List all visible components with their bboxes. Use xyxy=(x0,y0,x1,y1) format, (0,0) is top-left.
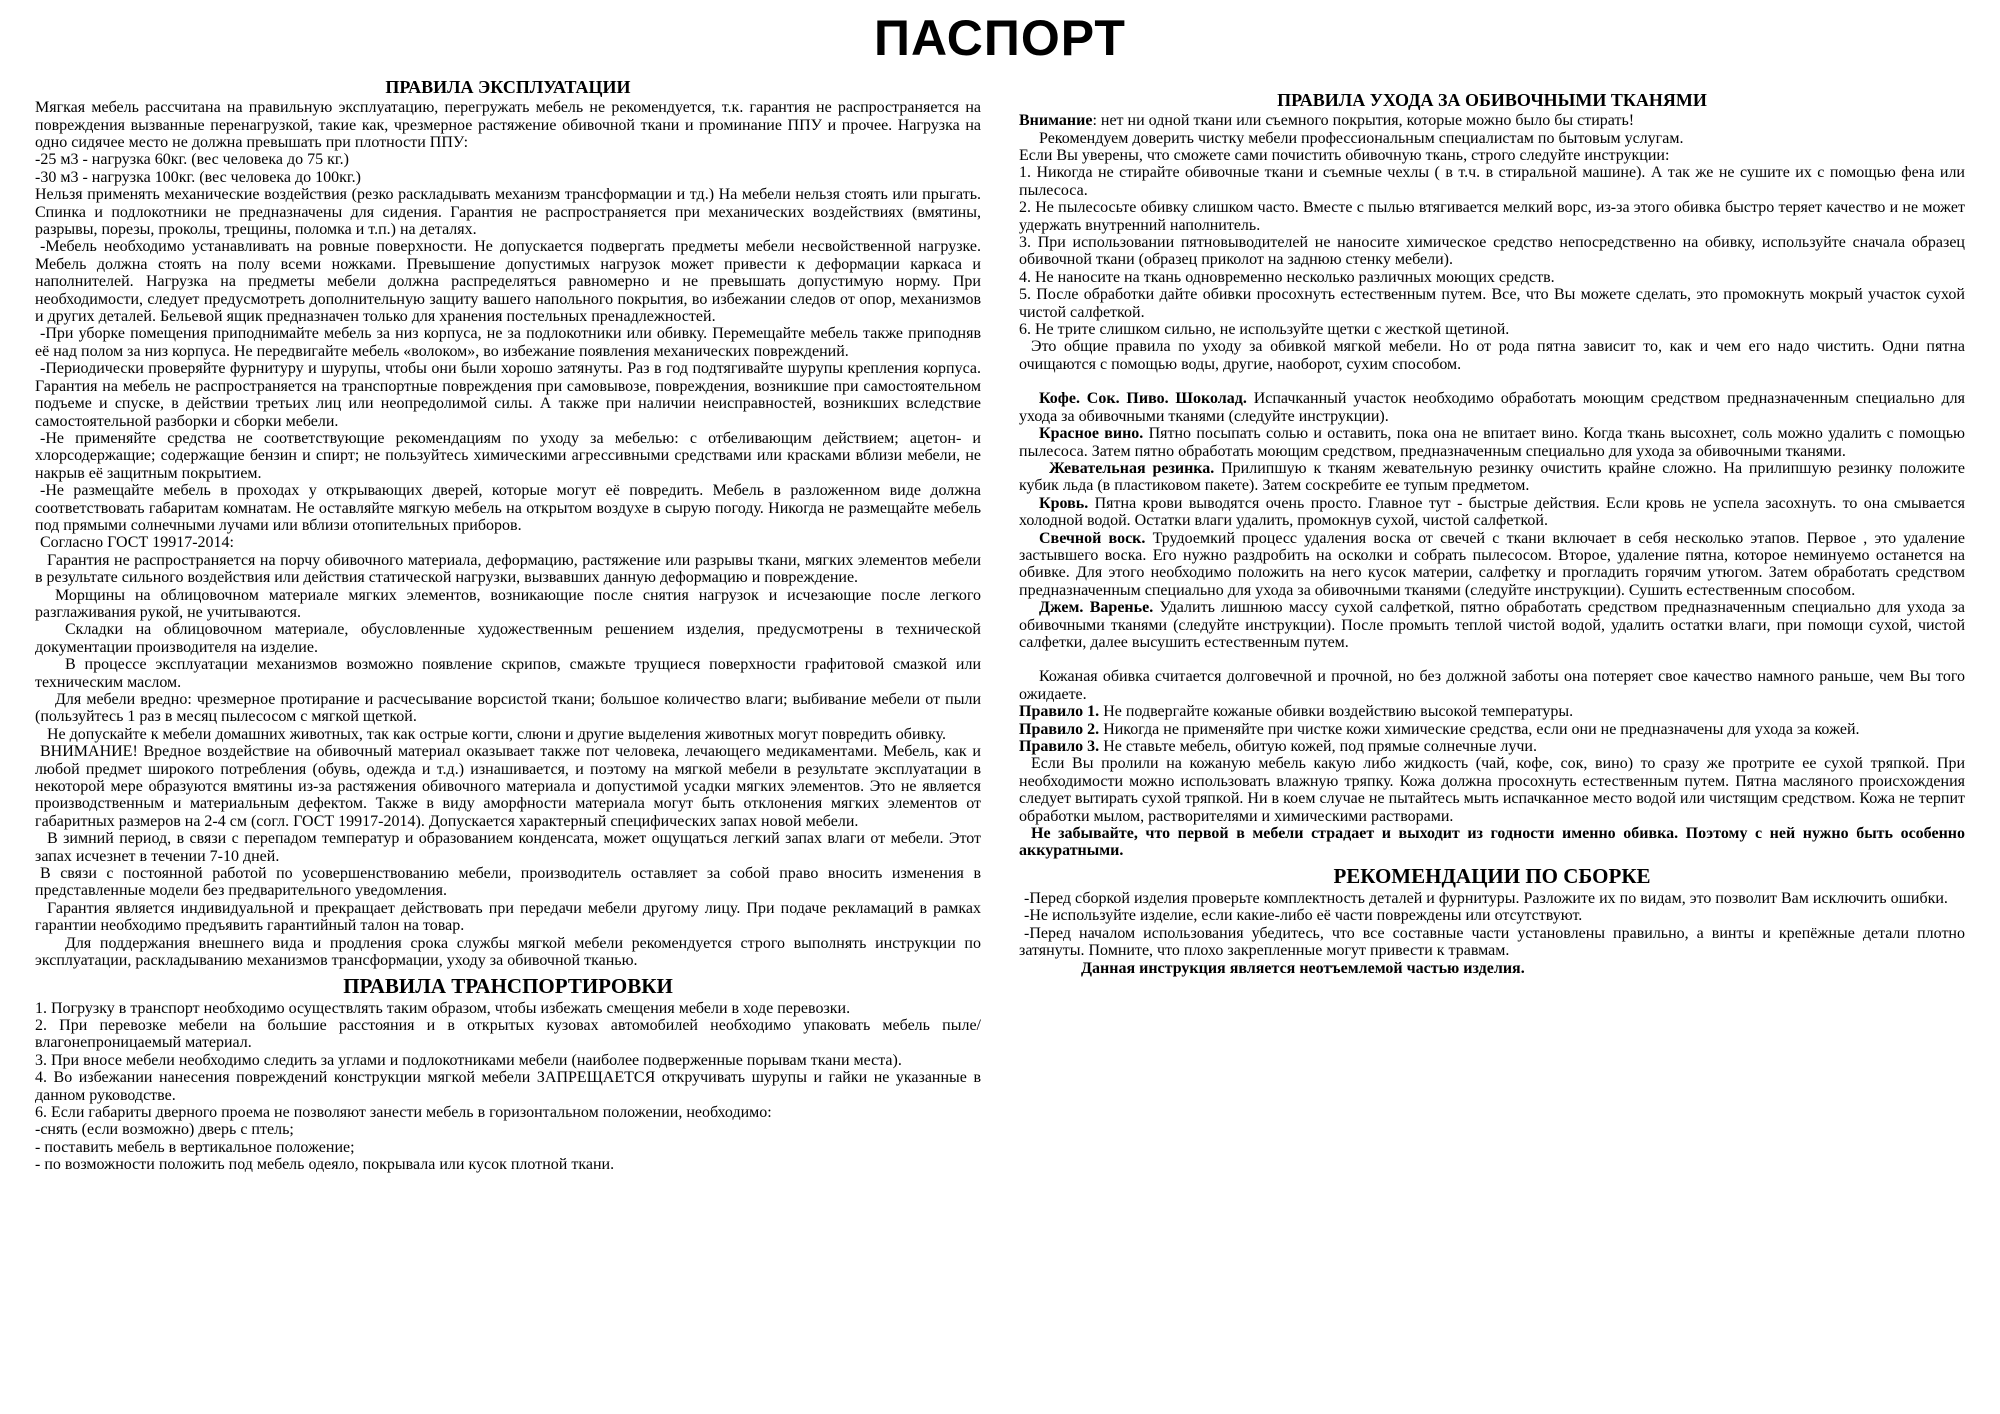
paragraph: -Не применяйте средства не соответствующие рекомендациям по уходу за мебелью: с отбеливающим действием; ацетон- и хлорсодержащие; содержащие бензин и спирт; не пользуйтесь химическими агрессивными средствами или красками вблизи мебели, не накрыв её защитным покрытием. xyxy=(35,429,981,482)
paragraph: Данная инструкция является неотъемлемой частью изделия. xyxy=(1081,959,1525,977)
paragraph: 5. После обработки дайте обивки просохнуть естественным путем. Все, что Вы можете сделать, это промокнуть мокрый участок сухой чистой салфеткой. xyxy=(1019,286,1965,321)
paragraph: -снять (если возможно) дверь с птель; xyxy=(35,1121,294,1139)
paragraph: Складки на облицовочном материале, обусловленные художественным решением изделия, предусмотрены в технической документации производителя на изделие. xyxy=(35,621,981,656)
paragraph: -Не размещайте мебель в проходах у открывающих дверей, которые могут её повредить. Мебель в разложенном виде должна соответствовать габаритам комнатам. Не оставляйте мягкую мебель на открытом воздухе в сырую погоду. Никогда не размещайте мебель под прямыми солнечными лучами или вблизи отопительных приборов. xyxy=(35,482,981,534)
paragraph: Согласно ГОСТ 19917-2014: xyxy=(40,534,234,552)
paragraph: Не допускайте к мебели домашних животных, так как острые когти, слюни и другие выделения животных могут повредить обивку. xyxy=(47,725,947,743)
transport-rules-paragraphs xyxy=(35,1000,981,1174)
paragraph: В процессе эксплуатации механизмов возможно появление скрипов, смажьте трущиеся поверхности графитовой смазкой или техническим маслом. xyxy=(35,656,981,691)
paragraph: Гарантия не распространяется на порчу обивочного материала, деформацию, растяжение или разрывы ткани, мягких элементов мебели в результате сильного воздействия или действия статической нагрузки, вызвавших данную деформацию и повреждение. xyxy=(35,551,981,587)
paragraph: 3. При вносе мебели необходимо следить за углами и подлокотниками мебели (наиболее подверженные порывам ткани места). xyxy=(35,1051,902,1069)
paragraph: -30 м3 - нагрузка 100кг. (вес человека до 100кг.) xyxy=(35,168,361,186)
paragraph-lead: Красное вино. xyxy=(1039,425,1144,443)
paragraph: Правило 1. Не подвергайте кожаные обивки воздействию высокой температуры. xyxy=(1019,703,1574,721)
paragraph: -При уборке помещения приподнимайте мебель за низ корпуса, не за подлокотники или обивку. Перемещайте мебель также приподняв её над полом за низ корпуса. Не передвигайте мебель «волоком», во избежание появления механических повреждений. xyxy=(35,325,981,360)
transport-rules-heading: ПРАВИЛА ТРАНСПОРТИРОВКИ xyxy=(343,973,673,998)
paragraph-lead: Джем. Варенье. xyxy=(1039,599,1154,617)
paragraph-lead: Кровь. xyxy=(1039,494,1089,512)
operating-rules-heading: ПРАВИЛА ЭКСПЛУАТАЦИИ xyxy=(385,76,631,97)
paragraph: 4. Не наносите на ткань одновременно несколько различных моющих средств. xyxy=(1019,268,1555,286)
paragraph: 2. При перевозке мебели на большие расстояния и в открытых кузовах автомобилей необходимо упаковать мебель пыле/влагонепроницаемый материал. xyxy=(35,1017,981,1052)
section-fabric-care-rules xyxy=(1019,90,1965,860)
paragraph-lead: Правило 2. xyxy=(1019,720,1100,738)
paragraph: 1. Погрузку в транспорт необходимо осуществлять таким образом, чтобы избежать смещения мебели в ходе перевозки. xyxy=(35,999,851,1017)
paragraph: -Периодически проверяйте фурнитуру и шурупы, чтобы они были хорошо затянуты. Раз в год подтягивайте шурупы крепления корпуса. Гарантия на мебель не распространяется на транспортные повреждения при самовывозе, повреждения, возникшие при самостоятельном подъеме и спуске, в действии третьих лиц или неопредолимой силы. А также при наличии неисправностей, возникших вследствие самостоятельной разборки и сборки мебели. xyxy=(35,360,981,430)
page-title: ПАСПОРТ xyxy=(874,10,1126,66)
fabric-care-heading: ПРАВИЛА УХОДА ЗА ОБИВОЧНЫМИ ТКАНЯМИ xyxy=(1277,89,1707,110)
left-column xyxy=(35,75,981,1174)
paragraph: Красное вино. Пятно посыпать солью и оставить, пока она не впитает вино. Когда ткань высохнет, соль можно удалить с помощью пылесоса. Затем пятно обработать моющим средством, предназначенным специально для ухода за обивочными тканями. xyxy=(1019,425,1966,460)
paragraph: -25 м3 - нагрузка 60кг. (вес человека до 75 кг.) xyxy=(35,151,349,169)
paragraph: -Перед началом использования убедитесь, что все составные части установлены правильно, а винты и крепёжные детали плотно затянуты. Помните, что плохо закрепленные могут привести к травмам. xyxy=(1019,924,1965,960)
paragraph: 4. Во избежании нанесения повреждений конструкции мягкой мебели ЗАПРЕЩАЕТСЯ откручивать шурупы и гайки не указанные в данном руководстве. xyxy=(35,1069,981,1104)
operating-rules-paragraphs xyxy=(35,99,981,969)
paragraph: Для мебели вредно: чрезмерное протирание и расчесывание ворсистой ткани; большое количество влаги; выбивание мебели от пыли (пользуйтесь 1 раз в месяц пылесосом с мягкой щеткой. xyxy=(35,691,981,726)
paragraph: -Мебель необходимо устанавливать на ровные поверхности. Не допускается подвергать предметы мебели несвойственной нагрузке. Мебель должна стоять на полу всеми ножками. Превышение допустимых нагрузок может привести к деформации каркаса и наполнителей. Нагрузка на предметы мебели должна распределяться равномерно и не превышать допустимую норму. При необходимости, следует предусмотреть дополнительную защиту вашего напольного покрытия, во избежании следов от опор, механизмов и других деталей. Бельевой ящик предназначен только для хранения постельных пренадлежностей. xyxy=(35,238,981,326)
paragraph: - поставить мебель в вертикальное положение; xyxy=(35,1138,355,1156)
paragraph: Нельзя применять механические воздействия (резко раскладывать механизм трансформации и тд.) На мебели нельзя стоять или прыгать. Спинка и подлокотники не предназначены для сидения. Гарантия не распространяется при механических воздействиях (вмятины, разрывы, порезы, проколы, трещины, поломка и т.п.) на деталях. xyxy=(35,186,981,239)
paragraph: Гарантия является индивидуальной и прекращает действовать при передачи мебели другому лицу. При подаче рекламаций в рамках гарантии необходимо предъявить гарантийный талон на товар. xyxy=(35,899,981,935)
paragraph: Джем. Варенье. Удалить лишнюю массу сухой салфеткой, пятно обработать средством предназначенным специально для ухода за обивочными тканями (следуйте инструкции). После промыть теплой чистой водой, удалить остатки влаги, при помощи сухой, чистой салфетки, далее высушить естественным путем. xyxy=(1019,599,1965,651)
paragraph: Не забывайте, что первой в мебели страдает и выходит из годности именно обивка. Поэтому с ней нужно быть особенно аккуратными. xyxy=(1019,825,1965,860)
assembly-recommendations-heading: РЕКОМЕНДАЦИИ ПО СБОРКЕ xyxy=(1333,863,1651,888)
paragraph-lead: Жевательная резинка. xyxy=(1049,459,1215,477)
paragraph-lead: Кофе. Сок. Пиво. Шоколад. xyxy=(1039,390,1247,408)
paragraph: Если Вы пролили на кожаную мебель какую либо жидкость (чай, кофе, сок, вино) то сразу же протрите ее сухой тряпкой. При необходимости можно использовать влажную тряпку. Кожа должна просохнуть естественным путем. Пятна масляного происхождения следует вытирать сухой тряпкой. Ни в коем случае не пытайтесь мыть испачканное место водой или чистящим средством. Кожа не терпит обработки мылом, растворителями и химическими растворами. xyxy=(1019,755,1965,825)
columns-container xyxy=(0,75,2000,1174)
paragraph-lead: Свечной воск. xyxy=(1039,529,1146,547)
section-transport-rules xyxy=(35,974,981,1174)
paragraph: 1. Никогда не стирайте обивочные ткани и съемные чехлы ( в т.ч. в стиральной машине). А так же не сушите их с помощью фена или пылесоса. xyxy=(1019,164,1965,199)
fabric-care-paragraphs xyxy=(1019,112,1965,860)
paragraph: Свечной воск. Трудоемкий процесс удаления воска от свечей с ткани включает в себя несколько этапов. Первое , это удаление застывшего воска. Его нужно раздробить на осколки и собрать пылесосом. Второе, удаление пятна, которое неминуемо останется на обивке. Для этого необходимо положить на него кусок материи, салфетку и прогладить горячим утюгом. Затем обработать средством предназначенным специально для ухода за обивочными тканями (следуйте инструкции). Сушить естественным способом. xyxy=(1019,529,1965,599)
paragraph: 6. Если габариты дверного проема не позволяют занести мебель в горизонтальном положении, необходимо: xyxy=(35,1104,772,1122)
paragraph: Кровь. Пятна крови выводятся очень просто. Главное тут - быстрые действия. Если кровь не успела засохнуть. то она смывается холодной водой. Остатки влаги удалить, промокнув сухой, чистой салфеткой. xyxy=(1019,494,1965,530)
paragraph: Внимание: нет ни одной ткани или съемного покрытия, которые можно было бы стирать! xyxy=(1019,112,1635,130)
paragraph: Морщины на облицовочном материале мягких элементов, возникающие после снятия нагрузок и исчезающие после легкого разглаживания рукой, не учитываются. xyxy=(35,586,981,621)
right-column xyxy=(1019,75,1965,978)
paragraph: 3. При использовании пятновыводителей не наносите химическое средство непосредственно на обивку, используйте сначала образец обивочной ткани (образец приколот на заднюю стенку мебели). xyxy=(1019,234,1965,269)
paragraph-lead: Правило 3. xyxy=(1019,738,1100,755)
paragraph-lead: Внимание xyxy=(1019,112,1093,130)
section-operating-rules xyxy=(35,77,981,970)
paragraph-lead: Правило 1. xyxy=(1019,703,1100,721)
paragraph: Рекомендуем доверить чистку мебели профессиональным специалистам по бытовым услугам. xyxy=(1039,129,1684,147)
paragraph: В связи с постоянной работой по усовершенствованию мебели, производитель оставляет за собой право вносить изменения в представленные модели без предварительного уведомления. xyxy=(35,865,981,900)
paragraph: Это общие правила по уходу за обивкой мягкой мебели. Но от рода пятна зависит то, как и чем его надо чистить. Одни пятна очищаются с помощью воды, другие, наоборот, сухим способом. xyxy=(1019,338,1965,373)
paragraph: ВНИМАНИЕ! Вредное воздействие на обивочный материал оказывает также пот человека, лечающего медикаментами. Мебель, как и любой предмет широкого потребления (обувь, одежда и т.д.) изнашивается, и поэтому на мягкой мебели в результате эксплуатации в некоторой мере образуются вмятины из-за растяжения обивочного материала и допустимой усадки мягких элементов. Это не является производственным и материальным дефектом. Также в виду аморфности материала могут быть отклонения мягких элементов от габаритных размеров на 2-4 см (согл. ГОСТ 19917-2014). Допускается характерный специфических запах новой мебели. xyxy=(35,743,981,830)
section-assembly-recommendations xyxy=(1019,864,1965,977)
paragraph: Жевательная резинка. Прилипшую к тканям жевательную резинку очистить крайне сложно. На прилипшую резинку положите кубик льда (в пластиковом пакете). Затем соскребите ее тупым предметом. xyxy=(1019,459,1966,495)
assembly-recommendations-paragraphs xyxy=(1019,890,1965,977)
paragraph: Кофе. Сок. Пиво. Шоколад. Испачканный участок необходимо обработать моющим средством предназначенным специально для ухода за обивочными тканями (следуйте инструкции). xyxy=(1019,390,1965,425)
paragraph: -Перед сборкой изделия проверьте комплектность деталей и фурнитуры. Разложите их по видам, это позволит Вам исключить ошибки. xyxy=(1024,889,1948,907)
paragraph: Правило 3. Не ставьте мебель, обитую кожей, под прямые солнечные лучи. xyxy=(1019,738,1537,755)
paragraph: Для поддержания внешнего вида и продления срока службы мягкой мебели рекомендуется строго выполнять инструкции по эксплуатации, раскладыванию механизмов трансформации, уходу за обивочной тканью. xyxy=(35,934,981,970)
paragraph: Мягкая мебель рассчитана на правильную эксплуатацию, перегружать мебель не рекомендуется, т.к. гарантия не распространяется на повреждения вызванные перенагрузкой, такие как, чрезмерное растяжение обивочной ткани и проминание ППУ и прочее. Нагрузка на одно сидячее место не должна превышать при плотности ППУ: xyxy=(35,99,981,151)
paragraph: Если Вы уверены, что сможете сами почистить обивочную ткань, строго следуйте инструкции: xyxy=(1019,147,1670,164)
paragraph: Кожаная обивка считается долговечной и прочной, но без должной заботы она потеряет свое качество намного раньше, чем Вы того ожидаете. xyxy=(1019,668,1965,703)
paragraph: В зимний период, в связи с перепадом температур и образованием конденсата, может ощущаться легкий запах влаги от мебели. Этот запах исчезнет в течении 7-10 дней. xyxy=(35,830,981,865)
paragraph: -Не используйте изделие, если какие-либо её части повреждены или отсутствуют. xyxy=(1024,907,1583,925)
paragraph: 2. Не пылесосьте обивку слишком часто. Вместе с пылью втягивается мелкий ворс, из-за этого обивка быстро теряет качество и не может удержать внутренний наполнитель. xyxy=(1019,199,1965,234)
paragraph: 6. Не трите слишком сильно, не используйте щетки с жесткой щетиной. xyxy=(1019,321,1510,339)
paragraph: Правило 2. Никогда не применяйте при чистке кожи химические средства, если они не предназначены для ухода за кожей. xyxy=(1019,720,1860,738)
paragraph: - по возможности положить под мебель одеяло, покрывала или кусок плотной ткани. xyxy=(35,1156,615,1174)
